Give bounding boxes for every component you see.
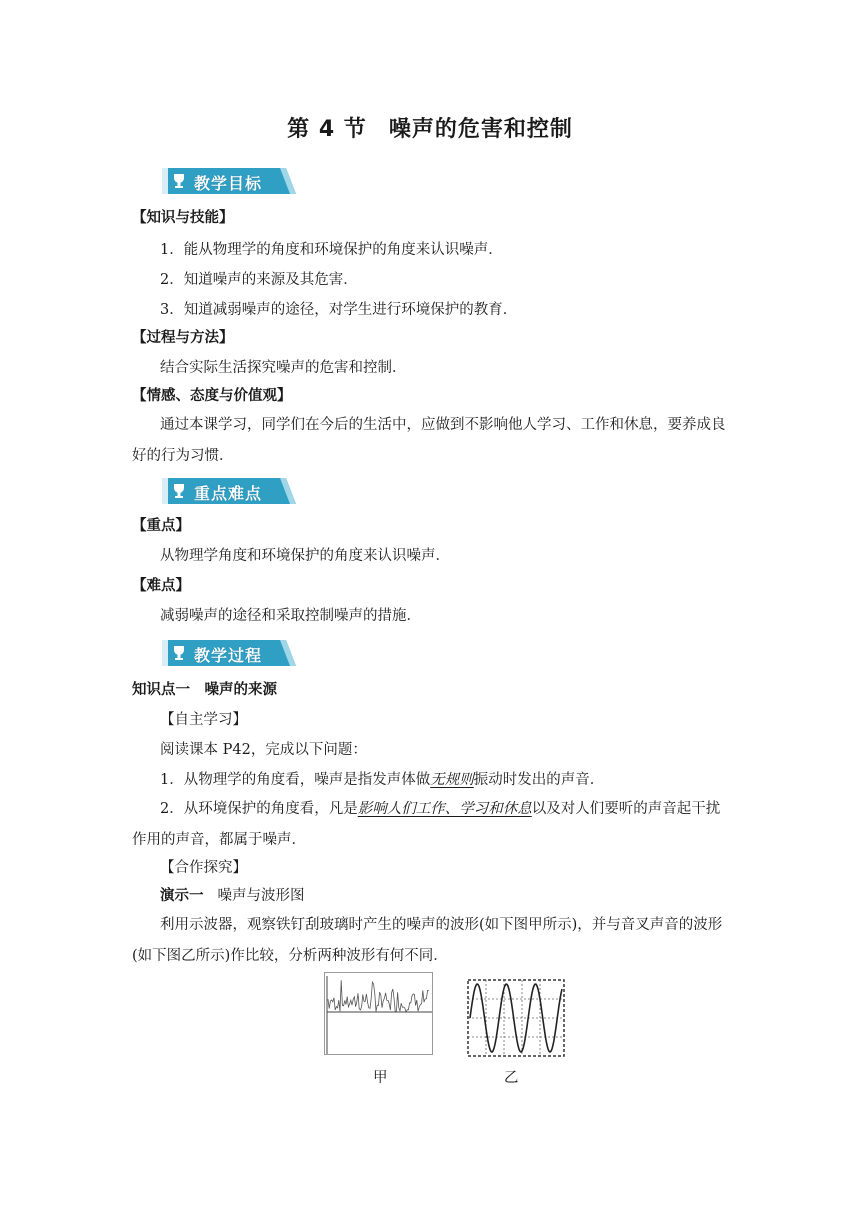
demo-1-heading: 演示一 噪声与波形图 xyxy=(160,888,305,904)
goal-item-1: 1．能从物理学的角度和环境保护的角度来认识噪声． xyxy=(160,242,503,258)
noise-waveform-figure xyxy=(324,972,434,1056)
knowledge-point-1: 知识点一 噪声的来源 xyxy=(132,682,277,698)
key-point-text: 从物理学角度和环境保护的角度来认识噪声． xyxy=(160,548,450,564)
heading-cooperative-inquiry: 【合作探究】 xyxy=(160,860,247,876)
banner-teaching-goals xyxy=(162,166,296,196)
banner-label: 教学目标 xyxy=(194,174,263,193)
reading-instruction: 阅读课本 P42，完成以下问题： xyxy=(160,742,367,758)
banner-key-difficult xyxy=(162,476,296,506)
heading-self-study: 【自主学习】 xyxy=(160,712,247,728)
figure-a-caption: 甲 xyxy=(373,1070,388,1086)
goal-item-2: 2．知道噪声的来源及其危害． xyxy=(160,272,358,288)
page-title xyxy=(0,112,860,143)
process-method-text: 结合实际生活探究噪声的危害和控制． xyxy=(160,360,407,376)
tuning-fork-waveform-figure xyxy=(466,978,566,1058)
heading-difficult-point: 【难点】 xyxy=(132,578,190,594)
emotion-values-text: 通过本课学习，同学们在今后的生活中，应做到不影响他人学习、工作和休息，要养成良好的行为习惯． xyxy=(132,417,726,464)
heading-process-method: 【过程与方法】 xyxy=(132,330,234,346)
question-1: 1．从物理学的角度看，噪声是指发声体做无规则振动时发出的声音． xyxy=(160,772,605,788)
goal-item-3: 3．知道减弱噪声的途径，对学生进行环境保护的教育． xyxy=(160,302,518,318)
heading-key-point: 【重点】 xyxy=(132,518,190,534)
figure-b-caption: 乙 xyxy=(504,1070,519,1086)
section-name: 噪声的危害和控制 xyxy=(388,117,573,142)
section-number: 第 4 节 xyxy=(287,117,367,142)
difficult-point-text: 减弱噪声的途径和采取控制噪声的措施． xyxy=(160,608,421,624)
heading-knowledge-skills: 【知识与技能】 xyxy=(132,210,234,226)
banner-label: 重点难点 xyxy=(194,484,263,503)
demo-1-text: 利用示波器，观察铁钉刮玻璃时产生的噪声的波形(如下图甲所示)，并与音叉声音的波形(如下图乙所示)作比较，分析两种波形有何不同． xyxy=(132,917,723,964)
banner-teaching-process xyxy=(162,638,296,668)
answer-blank-1: 无规则 xyxy=(430,772,474,788)
banner-label: 教学过程 xyxy=(194,646,263,665)
answer-blank-2: 影响人们工作、学习和休息 xyxy=(357,801,532,817)
heading-emotion-values: 【情感、态度与价值观】 xyxy=(132,388,292,404)
question-2: 2．从环境保护的角度看，凡是影响人们工作、学习和休息以及对人们要听的声音起干扰作用的声音，都属于噪声． xyxy=(132,801,721,848)
